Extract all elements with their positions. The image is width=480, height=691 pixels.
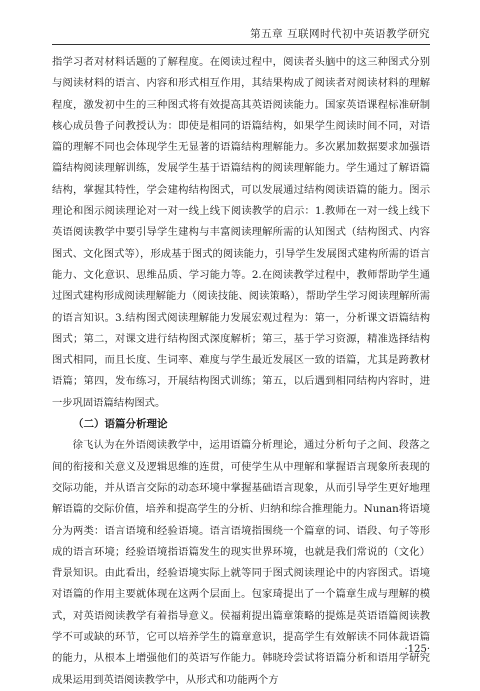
body-paragraph-1: 指学习者对材料话题的了解程度。在阅读过程中，阅读者头脑中的这三种图式分别与阅读材料的语言、内容和形式相互作用，其结果构成了阅读者对阅读材料的理解程度，激发初中生的三种图式将有效提高其英语阅读能力。国家英语课程标准研制核心成员鲁子问教授认为：即使是相同的语篇结构，如果学生阅读时间不同，对语篇的理解不同也会体现学生无显著的语篇结构理解能力。多次累加数据要求加强语篇结构阅读理解训练，发展学生基于语篇结构的阅读理解能力。学生通过了解语篇结构，掌握其特性，学会建构结构图式，可以发展通过结构阅读语篇的能力。图示理论和图示阅读理论对一对一线上线下阅读教学的启示：1.教师在一对一线上线下英语阅读教学中要引导学生建构与丰富阅读理解所需的认知图式（结构图式、内容图式、文化图式等），形成基于图式的阅读能力，引导学生发展图式建构所需的语言能力、文化意识、思维品质、学习能力等。2.在阅读教学过程中，教师帮助学生通过图式建构形成阅读理解能力（阅读技能、阅读策略），帮助学生学习阅读理解所需的语言知识。3.结构图式阅读理解能力发展宏观过程为：第一，分析课文语篇结构图式；第二，对课文进行结构图式深度解析；第三，基于学习资源，精准选择结构图式相同，而且长度、生词率、难度与学生最近发展区一致的语篇，尤其是跨教材语篇；第四，发布练习，开展结构图式训练；第五，以后遇到相同结构内容时，进一步巩固语篇结构图式。 <box>52 56 430 409</box>
body-paragraph-2: 徐飞认为在外语阅读教学中，运用语篇分析理论，通过分析句子之间、段落之间的衔接和关意义及逻辑思维的连贯，可使学生从中理解和掌握语言现象所表现的交际功能，并从语言交际的动态环境中掌握基础语言现象，从而引导学生更好地理解语篇的交际价值，培养和提高学生的分析、归纳和综合推理能力。Nunan将语境分为两类：语言语境和经验语境。语言语境指围绕一个篇章的词、语段、句子等形成的语言环境；经验语境指语篇发生的现实世界环境，也就是我们常说的（文化）背景知识。由此看出，经验语境实际上就等同于图式阅读理论中的内容图式。语境对语篇的作用主要就体现在这两个层面上。包家琦提出了一个篇章生成与理解的模式，对英语阅读教学有着指导意义。侯福莉提出篇章策略的提炼是英语语篇阅读教学不可或缺的环节，它可以培养学生的篇章意识，提高学生有效解读不同体裁语篇的能力，从根本上增强他们的英语写作能力。韩晓玲尝试将语篇分析和语用学研究成果运用到英语阅读教学中，从形式和功能两个方 <box>52 439 430 686</box>
page-body <box>52 52 430 691</box>
section-heading: （二）语篇分析理论 <box>73 418 168 431</box>
header-rule <box>52 44 430 45</box>
running-header: 第五章 互联网时代初中英语教学研究 <box>250 28 430 40</box>
page-number: ·125· <box>404 644 430 655</box>
